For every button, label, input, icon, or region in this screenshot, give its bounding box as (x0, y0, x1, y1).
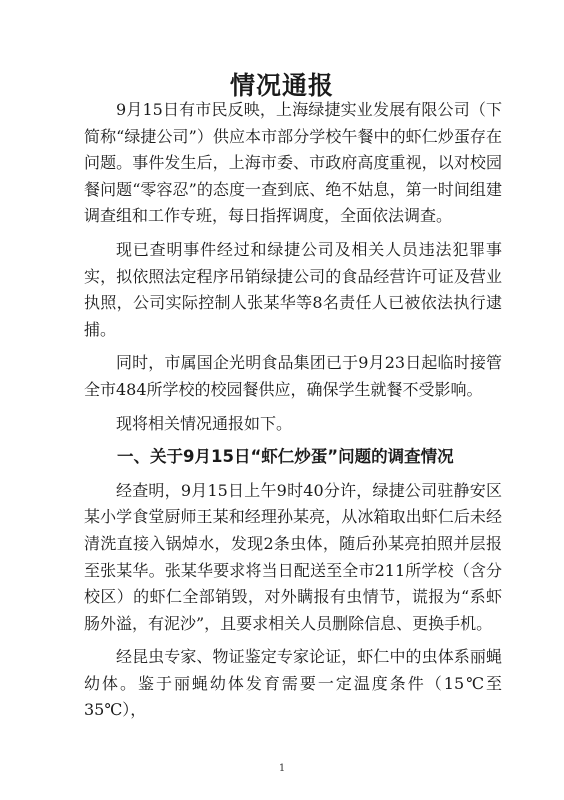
paragraph: 经查明，9月15日上午9时40分许，绿捷公司驻静安区某小学食堂厨师王某和经理孙某亮，从冰箱取出虾仁后未经清洗直接入锅焯水，发现2条虫体，随后孙某亮拍照并层报至张某华。张某华要求将当日配送至全市211所学校（含分校区）的虾仁全部销毁，对外瞒报有虫情节，谎报为“系虾肠外溢，有泥沙”，且要求相关人员删除信息、更换手机。 (84, 480, 502, 633)
document-title: 情况通报 (229, 71, 334, 100)
paragraph: 同时，市属国企光明食品集团已于9月23日起临时接管全市484所学校的校园餐供应，确保学生就餐不受影响。 (84, 353, 502, 399)
page-number: 1 (278, 763, 286, 774)
paragraph: 现将相关情况通报如下。 (116, 413, 293, 433)
paragraph: 9月15日有市民反映，上海绿捷实业发展有限公司（下简称“绿捷公司”）供应本市部分学校午餐中的虾仁炒蛋存在问题。事件发生后，上海市委、市政府高度重视，以对校园餐问题“零容忍”的态度一查到底、绝不姑息，第一时间组建调查组和工作专班，每日指挥调度，全面依法调查。 (84, 100, 502, 226)
document-body (84, 97, 502, 731)
paragraph: 经昆虫专家、物证鉴定专家论证，虾仁中的虫体系丽蝇幼体。鉴于丽蝇幼体发育需要一定温度条件（15℃至35℃）， (84, 647, 502, 720)
section-heading: 一、关于9月15日“虾仁炒蛋”问题的调查情况 (117, 447, 454, 467)
paragraph: 现已查明事件经过和绿捷公司及相关人员违法犯罪事实，拟依照法定程序吊销绿捷公司的食品经营许可证及营业执照，公司实际控制人张某华等8名责任人已被依法执行逮捕。 (84, 239, 502, 339)
